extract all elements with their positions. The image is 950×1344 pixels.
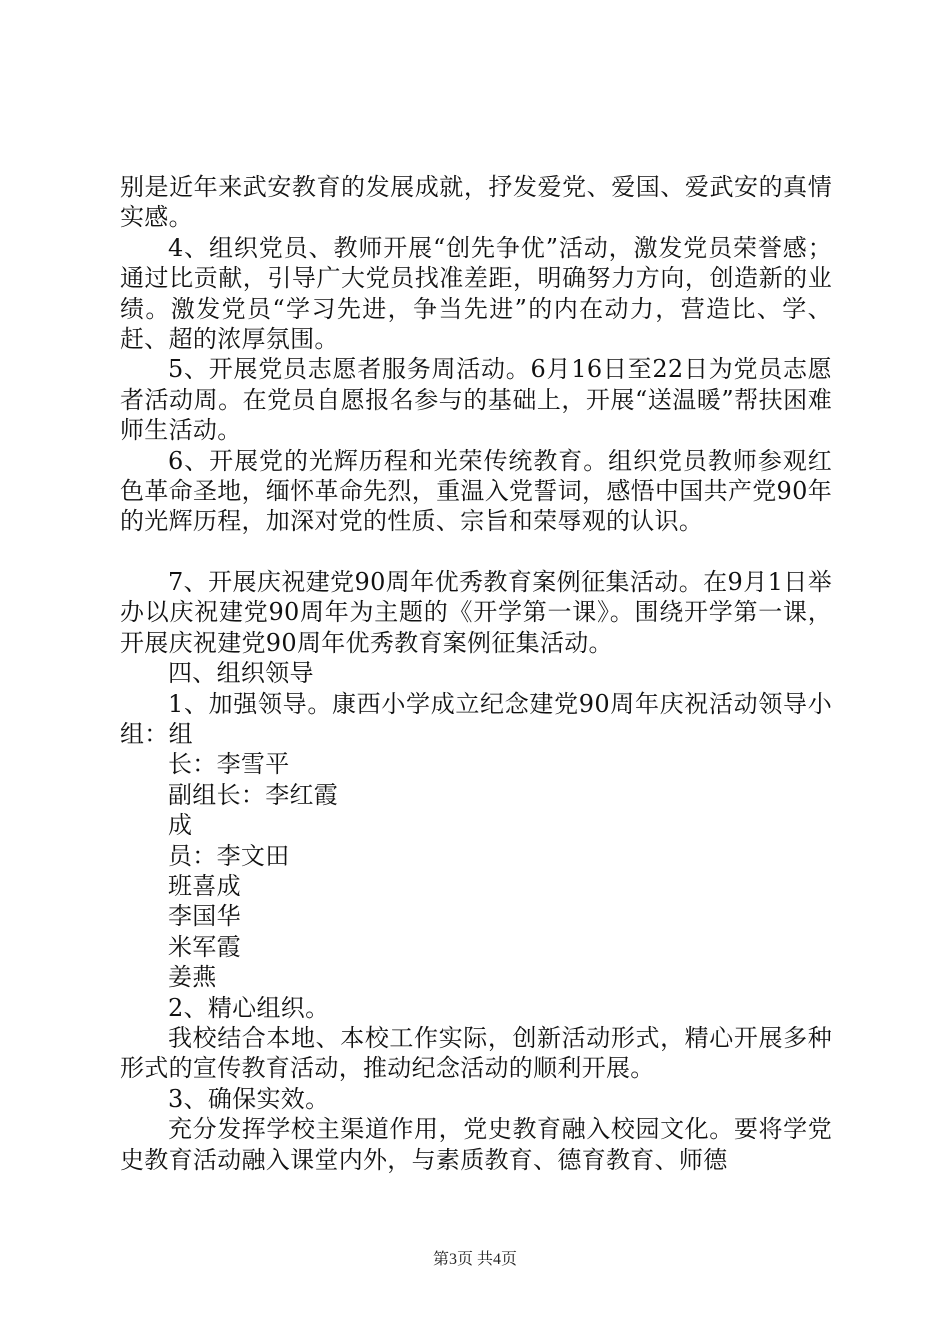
member-line: 李国华: [168, 902, 241, 931]
members-label-line: 成: [168, 811, 193, 840]
member-line: 员：李文田: [168, 841, 290, 870]
paragraph-continuation: 别是近年来武安教育的发展成就，抒发爱党、爱国、爱武安的真情实感。: [120, 173, 832, 232]
paragraph-item-5: 5、开展党员志愿者服务周活动。6月16日至22日为党员志愿者活动周。在党员自愿报名参与的基础上，开展“送温暖”帮扶困难师生活动。: [120, 355, 832, 445]
subheading-organize: 2、精心组织。: [168, 993, 330, 1022]
paragraph-spacer: [120, 537, 832, 567]
document-body: [120, 172, 832, 1175]
paragraph-effectiveness: 充分发挥学校主渠道作用，党史教育融入校园文化。要将学党史教育活动融入课堂内外，与素质教育、德育教育、师德: [120, 1115, 832, 1174]
member-line: 米军霞: [168, 932, 241, 961]
deputy-leader-line: 副组长：李红霞: [168, 780, 339, 809]
paragraph-leadership: 1、加强领导。康西小学成立纪念建党90周年庆祝活动领导小组：组: [120, 689, 832, 748]
paragraph-item-7: 7、开展庆祝建党90周年优秀教育案例征集活动。在9月1日举办以庆祝建党90周年为主题的《开学第一课》。围绕开学第一课，开展庆祝建党90周年优秀教育案例征集活动。: [120, 567, 832, 657]
paragraph-item-4: 4、组织党员、教师开展“创先争优”活动，激发党员荣誉感；通过比贡献，引导广大党员找准差距，明确努力方向，创造新的业绩。激发党员“学习先进，争当先进”的内在动力，营造比、学、赶、超的浓厚氛围。: [120, 233, 832, 354]
member-line: 班喜成: [168, 871, 241, 900]
page-footer: [0, 1246, 950, 1269]
paragraph-item-6: 6、开展党的光辉历程和光荣传统教育。组织党员教师参观红色革命圣地，缅怀革命先烈，重温入党誓词，感悟中国共产党90年的光辉历程，加深对党的性质、宗旨和荣辱观的认识。: [120, 446, 832, 536]
page-number: 第3页 共4页: [432, 1251, 517, 1268]
member-line: 姜燕: [168, 963, 217, 992]
paragraph-organize: 我校结合本地、本校工作实际，创新活动形式，精心开展多种形式的宣传教育活动，推动纪念活动的顺利开展。: [120, 1023, 832, 1083]
leader-line: 长：李雪平: [168, 750, 290, 779]
subheading-effectiveness: 3、确保实效。: [168, 1084, 330, 1113]
section-heading-organization: 四、组织领导: [168, 659, 314, 688]
